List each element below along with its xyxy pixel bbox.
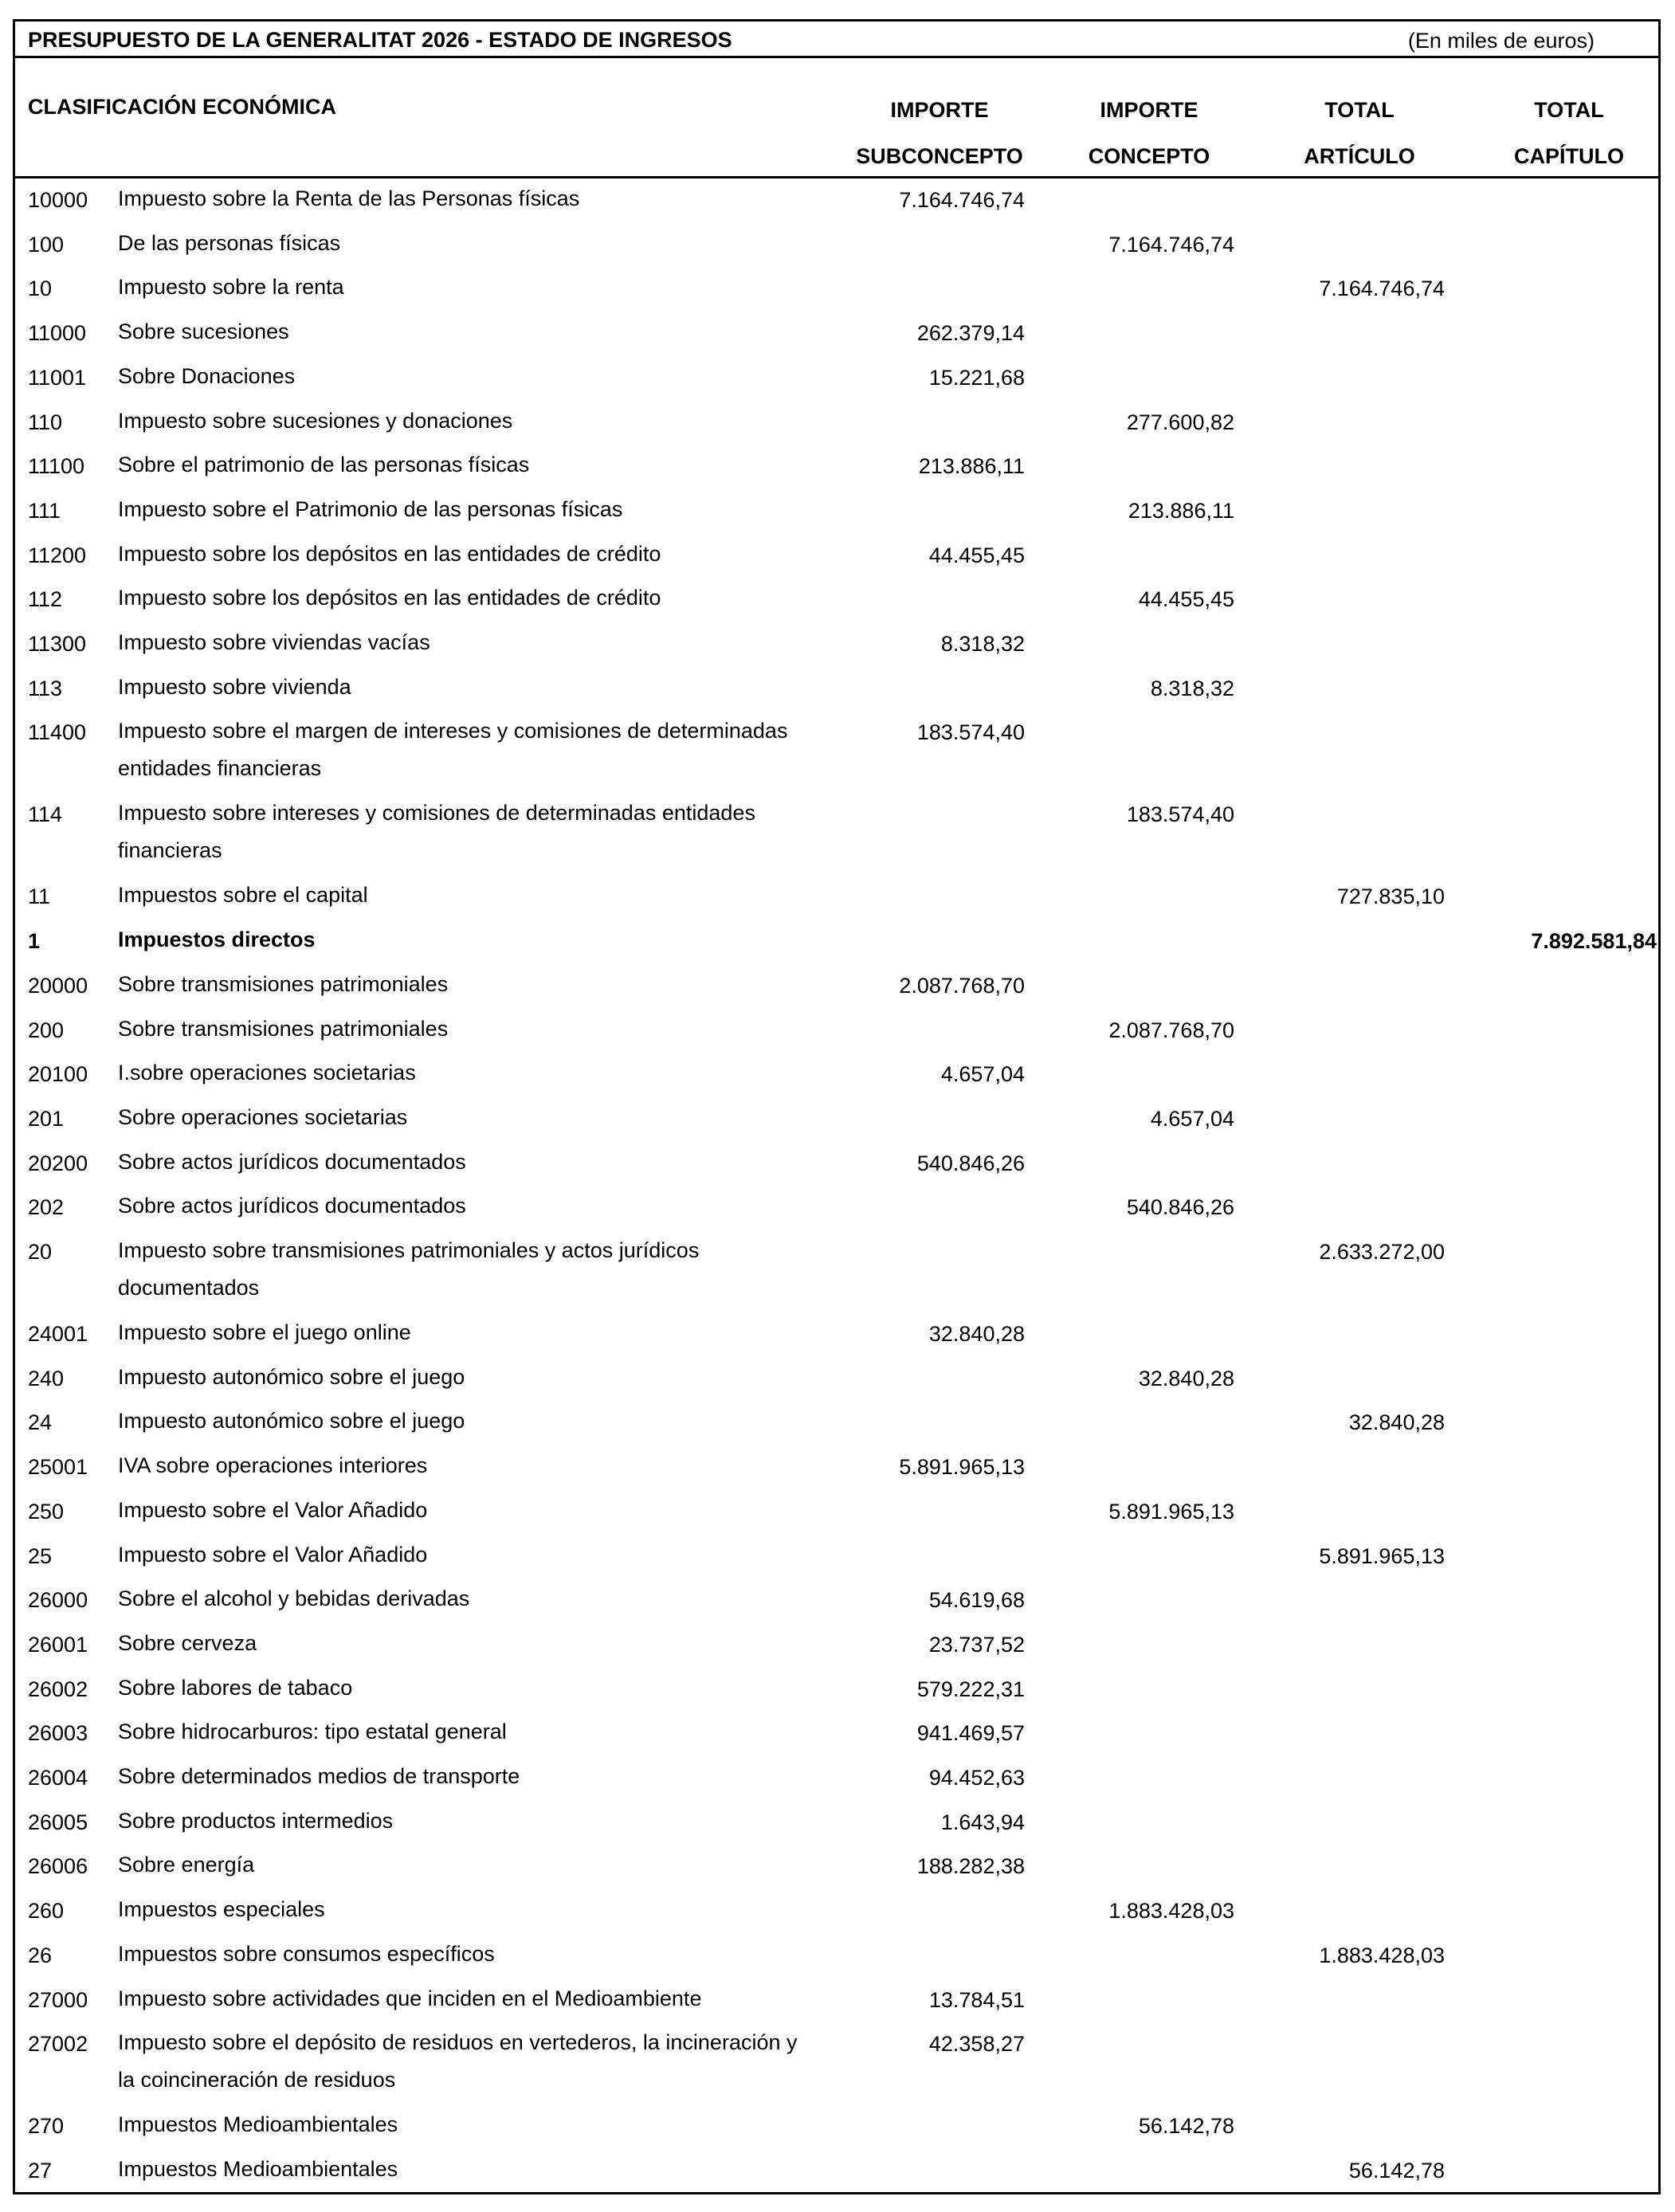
row-code: 202 — [28, 1195, 65, 1220]
header-label: TOTAL — [1324, 98, 1395, 122]
row-code: 24001 — [28, 1322, 88, 1346]
row-code: 27000 — [28, 1987, 88, 2012]
amount-subconcepto: 941.469,57 — [916, 1721, 1025, 1746]
amount-concepto: 8.318,32 — [1150, 676, 1234, 700]
header-label: CONCEPTO — [1088, 144, 1210, 168]
row-code: 11 — [28, 884, 51, 909]
units-note: (En miles de euros) — [1407, 29, 1595, 53]
row-description: Sobre determinados medios de transporte — [118, 1764, 520, 1788]
amount-subconcepto: 262.379,14 — [916, 321, 1025, 346]
row-code: 25001 — [28, 1455, 88, 1480]
amount-concepto: 7.164.746,74 — [1108, 232, 1234, 257]
column-header — [15, 58, 1658, 178]
header-label: IMPORTE — [890, 98, 989, 122]
row-description: Sobre transmisiones patrimoniales — [118, 1016, 449, 1041]
row-description: I.sobre operaciones societarias — [118, 1061, 416, 1085]
row-code: 270 — [28, 2114, 65, 2139]
row-code: 11001 — [28, 365, 87, 390]
row-description: Sobre Donaciones — [118, 363, 296, 388]
amount-subconcepto: 13.784,51 — [928, 1987, 1025, 2012]
row-code: 11300 — [28, 632, 87, 656]
row-code: 11100 — [28, 454, 85, 479]
amount-subconcepto: 188.282,38 — [916, 1854, 1025, 1879]
amount-subconcepto: 4.657,04 — [940, 1062, 1025, 1087]
row-code: 10 — [28, 276, 53, 301]
budget-table — [13, 19, 1661, 2194]
row-description: Impuesto sobre los depósitos en las entidades de crédito — [118, 541, 661, 566]
amount-subconcepto: 44.455,45 — [928, 543, 1025, 567]
row-code: 250 — [28, 1499, 65, 1524]
row-code: 10000 — [28, 188, 88, 212]
row-description: Impuestos Medioambientales — [118, 2156, 398, 2181]
row-description: Impuesto sobre el Patrimonio de las personas físicas — [118, 496, 623, 521]
row-code: 240 — [28, 1366, 65, 1390]
row-code: 26004 — [28, 1766, 88, 1790]
amount-subconcepto: 5.891.965,13 — [899, 1455, 1025, 1480]
amount-concepto: 44.455,45 — [1138, 587, 1234, 612]
row-description: Impuesto sobre el margen de intereses y comisiones de determinadas entidades financieras — [118, 719, 788, 781]
row-code: 20000 — [28, 973, 88, 998]
row-code: 200 — [28, 1018, 65, 1042]
header-label: CAPÍTULO — [1514, 144, 1624, 168]
row-description: Sobre transmisiones patrimoniales — [118, 971, 449, 996]
row-description: Sobre hidrocarburos: tipo estatal general — [118, 1720, 507, 1744]
amount-subconcepto: 8.318,32 — [940, 632, 1025, 656]
row-code: 25 — [28, 1543, 53, 1568]
row-code: 26003 — [28, 1721, 88, 1746]
amount-concepto: 56.142,78 — [1138, 2114, 1234, 2139]
header-clasificacion: CLASIFICACIÓN ECONÓMICA — [28, 95, 336, 119]
row-code: 111 — [28, 498, 61, 523]
amount-subconcepto: 213.886,11 — [918, 454, 1025, 479]
row-code: 201 — [28, 1106, 65, 1131]
row-description: Impuestos directos — [118, 928, 316, 952]
row-description: Impuestos sobre el capital — [118, 883, 368, 908]
title-row — [15, 22, 1658, 58]
row-description: Sobre el patrimonio de las personas físicas — [118, 453, 530, 477]
row-description: IVA sobre operaciones interiores — [118, 1453, 428, 1478]
row-code: 27002 — [28, 2032, 88, 2057]
row-code: 26006 — [28, 1854, 88, 1879]
row-description: Impuestos Medioambientales — [118, 2112, 398, 2137]
amount-subconcepto: 94.452,63 — [928, 1766, 1025, 1790]
row-code: 114 — [28, 802, 63, 827]
row-description: Sobre cerveza — [118, 1630, 257, 1655]
amount-subconcepto: 42.358,27 — [928, 2032, 1025, 2057]
row-code: 260 — [28, 1899, 65, 1924]
amount-subconcepto: 23.737,52 — [928, 1632, 1025, 1657]
row-description: Impuesto sobre el Valor Añadido — [118, 1542, 428, 1567]
row-description: Impuesto sobre transmisiones patrimoniales y actos jurídicos documentados — [118, 1238, 700, 1300]
row-description: Sobre operaciones societarias — [118, 1104, 408, 1129]
row-code: 26000 — [28, 1588, 88, 1613]
header-label: SUBCONCEPTO — [856, 144, 1023, 168]
row-description: Impuesto autonómico sobre el juego — [118, 1364, 465, 1389]
row-description: Impuesto sobre el depósito de residuos en vertederos, la incineración y la coincineración de residuos — [118, 2030, 798, 2092]
row-description: Impuesto sobre viviendas vacías — [118, 630, 430, 654]
amount-subconcepto: 32.840,28 — [928, 1322, 1025, 1346]
amount-subconcepto: 15.221,68 — [928, 365, 1025, 390]
total-articulo: 56.142,78 — [1348, 2158, 1445, 2183]
row-description: Impuesto autonómico sobre el juego — [118, 1409, 465, 1433]
row-description: Sobre energía — [118, 1853, 255, 1877]
amount-subconcepto: 7.164.746,74 — [899, 188, 1025, 212]
row-description: Impuesto sobre actividades que inciden en el Medioambiente — [118, 1986, 702, 2010]
row-description: Impuesto sobre la renta — [118, 275, 344, 300]
row-description: Impuestos sobre consumos específicos — [118, 1941, 495, 1966]
total-articulo: 2.633.272,00 — [1319, 1240, 1445, 1264]
row-description: Impuesto sobre vivienda — [118, 674, 351, 699]
row-code: 20 — [28, 1240, 53, 1264]
amount-concepto: 4.657,04 — [1150, 1106, 1234, 1131]
row-code: 11200 — [28, 543, 87, 567]
row-description: Impuesto sobre los depósitos en las entidades de crédito — [118, 586, 661, 610]
amount-concepto: 1.883.428,03 — [1108, 1899, 1234, 1924]
row-description: De las personas físicas — [118, 230, 341, 255]
amount-concepto: 32.840,28 — [1138, 1366, 1234, 1390]
row-description: Sobre sucesiones — [118, 320, 289, 344]
row-code: 100 — [28, 232, 65, 257]
total-capitulo: 7.892.581,84 — [1531, 929, 1657, 954]
row-description: Sobre actos jurídicos documentados — [118, 1194, 466, 1218]
row-code: 27 — [28, 2158, 53, 2183]
amount-concepto: 5.891.965,13 — [1108, 1499, 1234, 1524]
row-code: 20200 — [28, 1151, 88, 1175]
amount-concepto: 183.574,40 — [1126, 802, 1234, 827]
amount-concepto: 213.886,11 — [1128, 498, 1234, 523]
amount-subconcepto: 540.846,26 — [916, 1151, 1025, 1175]
amount-concepto: 540.846,26 — [1126, 1195, 1234, 1220]
amount-subconcepto: 183.574,40 — [916, 720, 1025, 745]
amount-subconcepto: 54.619,68 — [928, 1588, 1025, 1613]
amount-concepto: 2.087.768,70 — [1108, 1018, 1234, 1042]
row-code: 20100 — [28, 1062, 88, 1087]
header-label: ARTÍCULO — [1304, 144, 1415, 168]
row-description: Impuestos especiales — [118, 1897, 325, 1922]
total-articulo: 5.891.965,13 — [1319, 1543, 1445, 1568]
row-description: Impuesto sobre el juego online — [118, 1320, 411, 1344]
row-code: 24 — [28, 1410, 53, 1435]
row-code: 11400 — [28, 720, 87, 745]
amount-concepto: 277.600,82 — [1126, 410, 1234, 434]
row-code: 11000 — [28, 321, 87, 346]
total-articulo: 7.164.746,74 — [1319, 276, 1445, 301]
row-code: 113 — [28, 676, 63, 700]
row-description: Sobre el alcohol y bebidas derivadas — [118, 1586, 470, 1611]
row-description: Impuesto sobre sucesiones y donaciones — [118, 408, 513, 433]
row-description: Sobre productos intermedios — [118, 1808, 394, 1833]
row-description: Impuesto sobre intereses y comisiones de determinadas entidades financieras — [118, 801, 755, 863]
amount-subconcepto: 1.643,94 — [940, 1810, 1025, 1834]
row-code: 26005 — [28, 1810, 88, 1834]
row-description: Impuesto sobre la Renta de las Personas físicas — [118, 186, 580, 210]
total-articulo: 32.840,28 — [1348, 1410, 1445, 1435]
total-articulo: 1.883.428,03 — [1319, 1943, 1445, 1967]
row-description: Impuesto sobre el Valor Añadido — [118, 1497, 428, 1522]
amount-subconcepto: 2.087.768,70 — [899, 973, 1025, 998]
row-code: 112 — [28, 587, 63, 612]
page-title: PRESUPUESTO DE LA GENERALITAT 2026 - ESTADO DE INGRESOS — [28, 28, 732, 52]
row-code: 1 — [28, 929, 41, 954]
amount-subconcepto: 579.222,31 — [916, 1677, 1025, 1701]
row-description: Sobre actos jurídicos documentados — [118, 1149, 466, 1174]
header-label: IMPORTE — [1100, 98, 1198, 122]
row-code: 26 — [28, 1943, 53, 1967]
total-articulo: 727.835,10 — [1336, 884, 1445, 909]
row-code: 26001 — [28, 1632, 88, 1657]
row-description: Sobre labores de tabaco — [118, 1675, 353, 1700]
header-label: TOTAL — [1534, 98, 1604, 122]
row-code: 26002 — [28, 1677, 88, 1701]
row-code: 110 — [28, 410, 63, 434]
